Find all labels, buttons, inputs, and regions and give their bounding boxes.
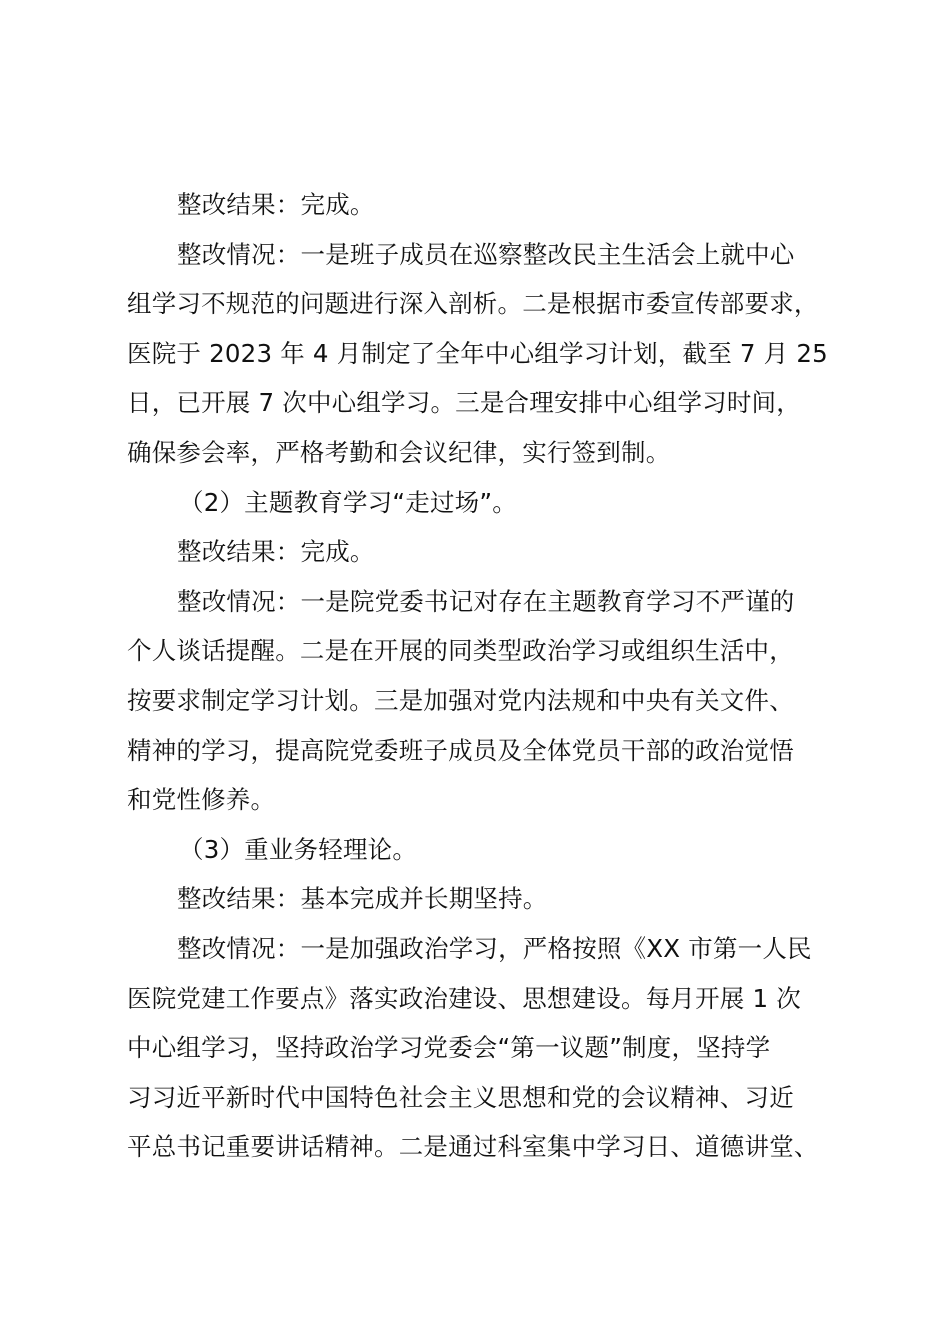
paragraph-line: 医院于 2023 年 4 月制定了全年中心组学习计划，截至 7 月 25 <box>127 338 828 368</box>
paragraph-line: 整改情况：一是加强政治学习，严格按照《XX 市第一人民 <box>177 933 812 963</box>
paragraph-line: 日，已开展 7 次中心组学习。三是合理安排中心组学习时间， <box>127 388 801 418</box>
section-heading: （3）重业务轻理论。 <box>179 834 418 864</box>
section-heading: （2）主题教育学习“走过场”。 <box>179 487 517 517</box>
paragraph-line: 习习近平新时代中国特色社会主义思想和党的会议精神、习近 <box>127 1082 794 1112</box>
paragraph-line: 中心组学习，坚持政治学习党委会“第一议题”制度，坚持学 <box>127 1033 771 1063</box>
result-line: 整改结果：基本完成并长期坚持。 <box>177 884 548 914</box>
paragraph-line: 平总书记重要讲话精神。二是通过科室集中学习日、道德讲堂、 <box>127 1132 819 1162</box>
result-line: 整改结果：完成。 <box>177 190 375 219</box>
paragraph-line: 医院党建工作要点》落实政治建设、思想建设。每月开展 1 次 <box>127 983 801 1013</box>
paragraph-line: 个人谈话提醒。二是在开展的同类型政治学习或组织生活中， <box>127 636 794 666</box>
document-body <box>127 180 847 1172</box>
paragraph-line: 整改情况：一是班子成员在巡察整改民主生活会上就中心 <box>177 239 795 269</box>
paragraph-line: 按要求制定学习计划。三是加强对党内法规和中央有关文件、 <box>127 685 794 715</box>
result-line: 整改结果：完成。 <box>177 537 375 567</box>
paragraph-line: 确保参会率，严格考勤和会议纪律，实行签到制。 <box>127 437 671 467</box>
paragraph-line: 整改情况：一是院党委书记对存在主题教育学习不严谨的 <box>177 586 795 616</box>
paragraph-line: 组学习不规范的问题进行深入剖析。二是根据市委宣传部要求， <box>127 289 819 319</box>
paragraph-line: 精神的学习，提高院党委班子成员及全体党员干部的政治觉悟 <box>127 735 794 765</box>
paragraph-line: 和党性修养。 <box>127 785 276 815</box>
